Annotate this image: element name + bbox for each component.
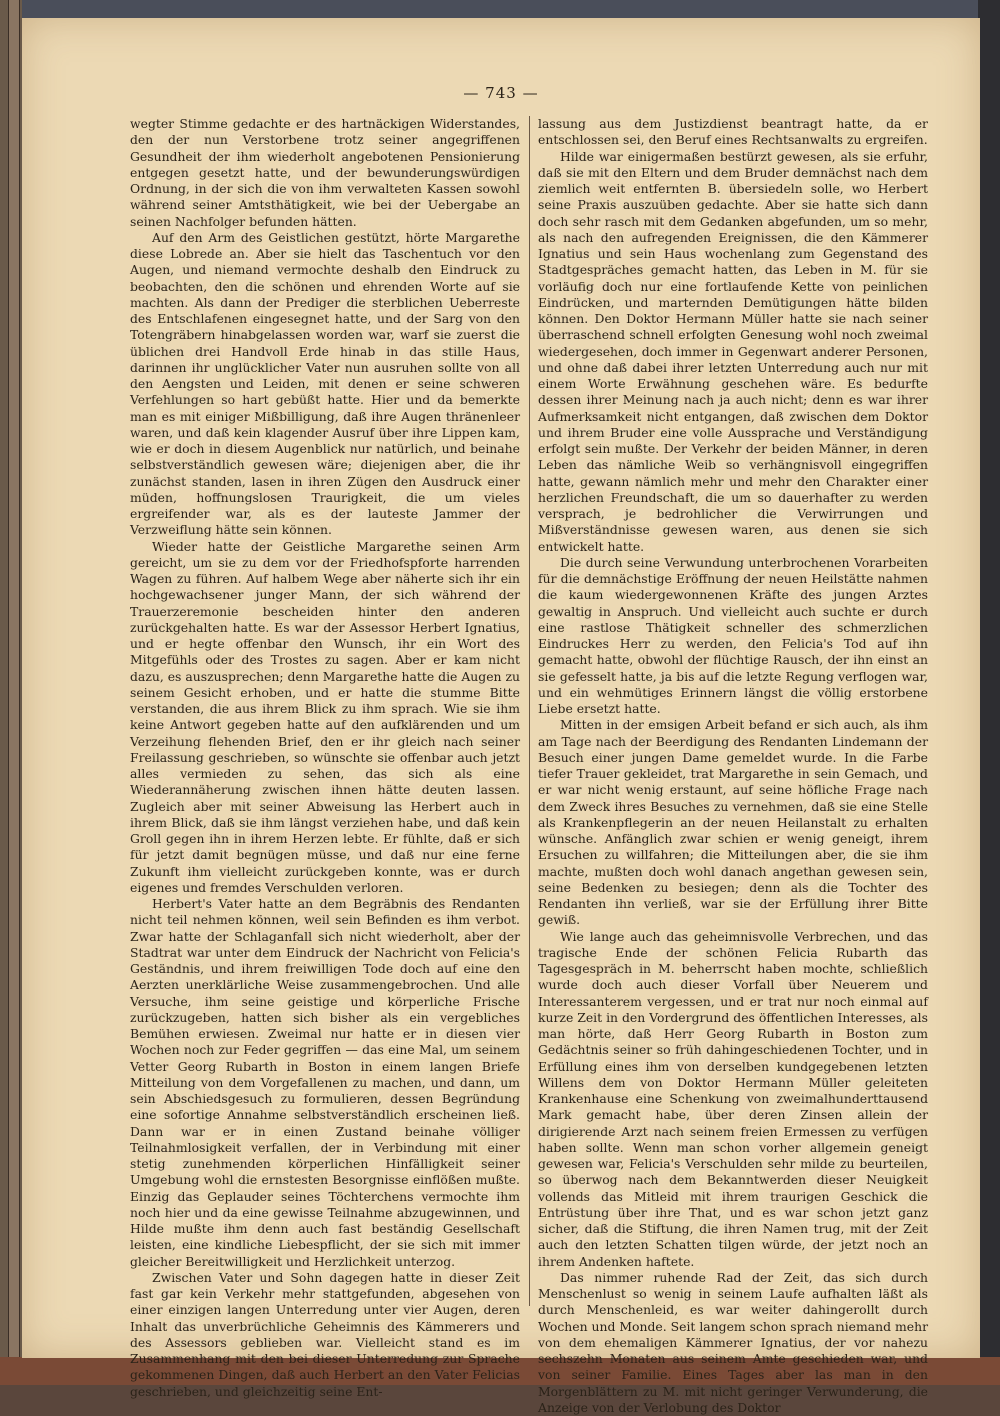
right-paragraph-1: lassung aus dem Justizdienst beantragt hatte, da er entschlossen sei, den Beruf eines Rechtsanwalts zu ergreifen.	[538, 116, 928, 148]
left-paragraph-5: Zwischen Vater und Sohn dagegen hatte in dieser Zeit fast gar kein Verkehr mehr stattgefunden, abgesehen von einer einzigen langen Unterredung unter vier Augen, deren Inhalt das unverbrüchliche Geheimnis des Kämmerers und des Assessors geblieben war. Vielleicht stand es im Zusammenhang mit den bei dieser Unterredung zur Sprache gekommenen Dingen, daß auch Herbert an den Vater Felicias geschrieben, und gleichzeitig seine Ent-	[130, 1269, 520, 1399]
page-number: — 743 —	[463, 84, 539, 102]
right-paragraph-6: Das nimmer ruhende Rad der Zeit, das sich durch Menschenlust so wenig in seinem Laufe aufhalten läßt als durch Menschenleid, es war weiter dahingerollt durch Wochen und Monde. Seit langem schon sprach niemand mehr von dem ehemaligen Kämmerer Ignatius, der vor nahezu sechszehn Monaten aus seinem Amte geschieden war, und von seiner Familie. Eines Tages aber las man in den Morgenblättern zu M. mit nicht geringer Verwunderung, die Anzeige von der Verlobung des Doktor	[538, 1269, 928, 1415]
left-paragraph-3: Wieder hatte der Geistliche Margarethe seinen Arm gereicht, um sie zu dem vor der Friedhofspforte harrenden Wagen zu führen. Auf halbem Wege aber näherte sich ihr ein hochgewachsener junger Mann, der sich während der Trauerzeremonie bescheiden hinter den anderen zurückgehalten hatte. Es war der Assessor Herbert Ignatius, und er hegte offenbar den Wunsch, ihr ein Wort des Mitgefühls oder des Trostes zu sagen. Aber er kam nicht dazu, es auszusprechen; denn Margarethe hatte die Augen zu seinem Gesicht erhoben, und er hatte die stumme Bitte verstanden, die aus ihrem Blick zu ihm sprach. Wie sie ihm keine Antwort gegeben hatte auf den aufklärenden und um Verzeihung flehenden Brief, den er ihr gleich nach seiner Freilassung geschrieben, so wünschte sie offenbar auch jetzt alles vermieden zu sehen, das sich als eine Wiederannäherung zwischen ihnen hätte deuten lassen. Zugleich aber mit seiner Abweisung las Herbert auch in ihrem Blick, daß sie ihm längst verziehen habe, und daß kein Groll gegen ihn in ihrem Herzen lebte. Er fühlte, daß er sich für jetzt damit begnügen müsse, und daß nur eine ferne Zukunft ihm vielleicht zurückgeben konnte, was er durch eigenes und fremdes Verschulden verloren.	[130, 538, 520, 895]
right-paragraph-5: Wie lange auch das geheimnisvolle Verbrechen, und das tragische Ende der schönen Felicia Rubarth das Tagesgespräch in M. beherrscht haben mochte, schließlich wurde doch auch dieser Vorfall über Neuerem und Interessanterem vergessen, und er trat nur noch einmal auf kurze Zeit in den Vordergrund des öffentlichen Interesses, als man hörte, daß Herr Georg Rubarth in Boston zum Gedächtnis seiner so früh dahingeschiedenen Tochter, und in Erfüllung eines ihm von derselben kundgegebenen letzten Willens dem von Doktor Hermann Müller geleiteten Krankenhause eine Schenkung von zweimalhunderttausend Mark gemacht habe, über deren Zinsen allein der dirigierende Arzt nach seinem freien Ermessen zu verfügen haben sollte. Wenn man schon vorher allgemein geneigt gewesen war, Felicia's Verschulden sehr milde zu beurteilen, so überwog nach dem Bekanntwerden dieser Neuigkeit vollends das Mitleid mit ihrem traurigen Geschick die Entrüstung über ihre That, und es war schon jetzt ganz sicher, daß die Stiftung, die ihren Namen trug, mit der Zeit auch den letzten Schatten tilgen würde, der jetzt noch an ihrem Andenken haftete.	[538, 928, 928, 1269]
right-paragraph-3: Die durch seine Verwundung unterbrochenen Vorarbeiten für die demnächstige Eröffnung der neuen Heilstätte nahmen die kaum wiedergewonnenen Kräfte des jungen Arztes gewaltig in Anspruch. Und vielleicht auch suchte er durch eine rastlose Thätigkeit schneller des schmerzlichen Eindruckes Herr zu werden, den Felicia's Tod auf ihn gemacht hatte, obwohl der flüchtige Rausch, der ihn einst an sie gefesselt hatte, ja bis auf die letzte Regung verflogen war, und ein wehmütiges Erinnern längst die völlig erstorbene Liebe ersetzt hatte.	[538, 554, 928, 716]
left-paragraph-4: Herbert's Vater hatte an dem Begräbnis des Rendanten nicht teil nehmen können, weil sein Befinden es ihm verbot. Zwar hatte der Schlaganfall sich nicht wiederholt, aber der Stadtrat war unter dem Eindruck der Nachricht von Felicia's Geständnis, und ihrem freiwilligen Tode doch auf eine den Aerzten unerklärliche Weise zusammengebrochen. Und alle Versuche, ihm seine geistige und körperliche Frische zurückzugeben, hatten sich bisher als ein vergebliches Bemühen erwiesen. Zweimal nur hatte er in diesen vier Wochen noch zur Feder gegriffen — das eine Mal, um seinem Vetter Georg Rubarth in Boston in einem langen Briefe Mitteilung von dem Vorgefallenen zu machen, und dann, um sein Abschiedsgesuch zu formulieren, dessen Begründung eine sofortige Annahme selbstverständlich erscheinen ließ. Dann war er in einen Zustand beinahe völliger Teilnahmlosigkeit verfallen, der in Verbindung mit einer stetig zunehmenden körperlichen Hinfälligkeit seiner Umgebung wohl die ernstesten Besorgnisse einflößen mußte. Einzig das Geplauder seines Töchterchens vermochte ihm noch hier und da eine gewisse Teilnahme abzugewinnen, und Hilde mußte ihm denn auch fast beständig Gesellschaft leisten, eine kindliche Liebespflicht, der sie sich mit immer gleicher Bereitwilligkeit und Herzlichkeit unterzog.	[130, 896, 520, 1269]
scanned-page	[22, 18, 980, 1415]
left-paragraph-1: wegter Stimme gedachte er des hartnäckigen Widerstandes, den der nun Verstorbene trotz seiner angegriffenen Gesundheit der ihm wiederholt angebotenen Pensionierung entgegen gesetzt hatte, und der bewunderungswürdigen Ordnung, in der sich die von ihm verwalteten Kassen sowohl während seiner Amtsthätigkeit, wie bei der Uebergabe an seinen Nachfolger befunden hätten.	[130, 116, 520, 229]
right-paragraph-2: Hilde war einigermaßen bestürzt gewesen, als sie erfuhr, daß sie mit den Eltern und dem Bruder demnächst nach dem ziemlich weit entfernten B. übersiedeln solle, wo Herbert seine Praxis auszuüben gedachte. Aber sie hatte sich dann doch sehr rasch mit dem Gedanken abgefunden, um so mehr, als nach den aufregenden Ereignissen, die den Kämmerer Ignatius und sein Haus wochenlang zum Gegenstand des Stadtgespräches gemacht hatten, das Leben in M. für sie vorläufig doch nur eine fortlaufende Kette von peinlichen Eindrücken, und marternden Demütigungen hätte bilden können. Den Doktor Hermann Müller hatte sie nach seiner überraschend schnell erfolgten Genesung wohl noch zweimal wiedergesehen, doch immer in Gegenwart anderer Personen, und ohne daß dabei ihrer letzten Unterredung auch nur mit einem Worte Erwähnung geschehen wäre. Es bedurfte dessen ihrer Meinung nach ja auch nicht; denn es war ihrer Aufmerksamkeit nicht entgangen, daß zwischen dem Doktor und ihrem Bruder eine volle Aussprache und Verständigung erfolgt sein mußte. Der Verkehr der beiden Männer, in deren Leben das nämliche Weib so verhängnisvoll eingegriffen hatte, gewann nämlich mehr und mehr den Charakter einer herzlichen Freundschaft, die um so dauerhafter zu werden versprach, je bedrohlicher die Verwirrungen und Mißverständnisse gewesen waren, aus denen sie sich entwickelt hatte.	[538, 148, 928, 554]
left-paragraph-2: Auf den Arm des Geistlichen gestützt, hörte Margarethe diese Lobrede an. Aber sie hielt das Taschentuch vor den Augen, und niemand vermochte deshalb den Eindruck zu beobachten, den die schönen und ehrenden Worte auf sie machten. Als dann der Prediger die sterblichen Ueberreste des Entschlafenen eingesegnet hatte, und der Sarg von den Totengräbern hinabgelassen worden war, warf sie zuerst die üblichen drei Handvoll Erde hinab in das stille Haus, darinnen ihr unglücklicher Vater nun ausruhen sollte von all den Aengsten und Leiden, mit denen er seine schweren Verfehlungen so hart gebüßt hatte. Hier und da bemerkte man es mit einiger Mißbilligung, daß ihre Augen thränenleer waren, und daß kein klagender Ausruf über ihre Lippen kam, wie er doch in diesem Augenblick nur natürlich, und beinahe selbstverständlich gewesen wäre; diejenigen aber, die ihr zunächst standen, lasen in ihren Zügen den Ausdruck einer müden, hoffnungslosen Traurigkeit, die um vieles ergreifender war, als es der lauteste Jammer der Verzweiflung hätte sein können.	[130, 229, 520, 538]
column-divider	[529, 116, 530, 1306]
left-column	[130, 116, 520, 1399]
binding-stitching	[8, 0, 20, 1385]
right-paragraph-4: Mitten in der emsigen Arbeit befand er sich auch, als ihm am Tage nach der Beerdigung des Rendanten Lindemann der Besuch einer jungen Dame gemeldet wurde. In die Farbe tiefer Trauer gekleidet, trat Margarethe in sein Gemach, und er war nicht wenig erstaunt, auf seine höfliche Frage nach dem Zweck ihres Besuches zu vernehmen, daß sie eine Stelle als Krankenpflegerin an der neuen Heilanstalt zu erhalten wünsche. Anfänglich zwar schien er wenig geneigt, ihrem Ersuchen zu willfahren; die Mitteilungen aber, die sie ihm machte, mußten doch wohl danach angethan gewesen sein, seine Bedenken zu besiegen; denn als die Tochter des Rendanten ihn verließ, war sie der Erfüllung ihrer Bitte gewiß.	[538, 717, 928, 928]
book-binding-left	[0, 0, 22, 1385]
right-column	[538, 116, 928, 1415]
book-edge-right	[978, 0, 1000, 1385]
